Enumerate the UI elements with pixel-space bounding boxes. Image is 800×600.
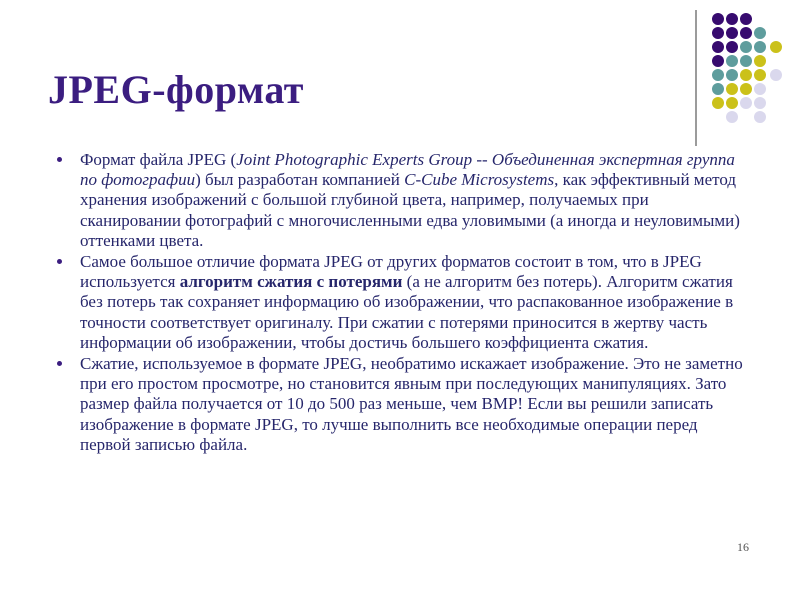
decoration-vertical-line: [695, 10, 697, 146]
decorative-dot: [740, 97, 752, 109]
decorative-dot: [754, 69, 766, 81]
text-run: , как эффективный метод хранения изображений с большой глубиной цвета, например, получаемых при сканировании фотографий с многочисленными едва уловимыми (а иногда и неуловимыми) оттенками цвета.: [80, 170, 740, 250]
decorative-dot: [754, 83, 766, 95]
decorative-dot: [740, 69, 752, 81]
decorative-dot: [740, 41, 752, 53]
decorative-dot: [726, 27, 738, 39]
text-run: C-Cube Microsystems: [404, 170, 555, 190]
bullet-text: [80, 354, 743, 454]
bullet-item: [56, 354, 744, 455]
decorative-dot: [712, 55, 724, 67]
page-number: 16: [737, 540, 749, 554]
decorative-dot: [754, 41, 766, 53]
decorative-dot: [754, 55, 766, 67]
text-run: ) был разработан компанией: [195, 170, 405, 190]
decorative-dot: [712, 97, 724, 109]
bullet-item: [56, 150, 744, 251]
decorative-dot: [712, 13, 724, 25]
decorative-dot: [770, 41, 782, 53]
text-run: Формат файла JPEG (: [80, 150, 237, 169]
bullet-item: [56, 252, 744, 353]
decorative-dot: [770, 69, 782, 81]
slide-title: JPEG-формат: [48, 67, 304, 112]
bullet-marker-icon: [57, 157, 62, 162]
bullet-text: [80, 150, 740, 250]
bullet-marker-icon: [57, 361, 62, 366]
bullet-list: [56, 150, 744, 456]
text-run: алгоритм сжатия с потерями: [179, 272, 403, 292]
decorative-dot: [712, 41, 724, 53]
decorative-dot: [740, 27, 752, 39]
text-run: (а не алгоритм без потерь). Алгоритм сжатия без потерь так сохраняет информацию об изображении, что распакованное изображение в точности соответствует оригиналу. При сжатии с потерями приносится в жертву часть информации об изображении, чтобы достичь большего коэффициента сжатия.: [80, 272, 734, 352]
bullet-text: [80, 252, 733, 352]
decorative-dot: [726, 55, 738, 67]
text-run: Joint Photographic Experts Group -- Объединенная экспертная группа по фотографии: [80, 150, 735, 190]
decorative-dot: [726, 13, 738, 25]
decorative-dot: [712, 69, 724, 81]
decorative-dot: [712, 27, 724, 39]
decorative-dot: [754, 97, 766, 109]
decorative-dot: [740, 13, 752, 25]
decorative-dot: [726, 111, 738, 123]
decorative-dot: [754, 27, 766, 39]
decorative-dot: [712, 83, 724, 95]
bullet-marker-icon: [57, 259, 62, 264]
decorative-dot: [740, 55, 752, 67]
decorative-dot: [726, 97, 738, 109]
text-run: Сжатие, используемое в формате JPEG, необратимо искажает изображение. Это не заметно при его простом просмотре, но становится явным при последующих манипуляциях. Зато размер файла получается от 10 до 500 раз меньше, чем BMP! Если вы решили записать изображение в формате JPEG, то лучше выполнить все необходимые операции перед первой записью файла.: [80, 354, 743, 454]
decorative-dot: [754, 111, 766, 123]
decorative-dot: [726, 83, 738, 95]
decorative-dot: [740, 83, 752, 95]
decorative-dot: [726, 41, 738, 53]
text-run: Самое большое отличие формата JPEG от других форматов состоит в том, что в JPEG используется: [80, 252, 702, 292]
decorative-dot: [726, 69, 738, 81]
